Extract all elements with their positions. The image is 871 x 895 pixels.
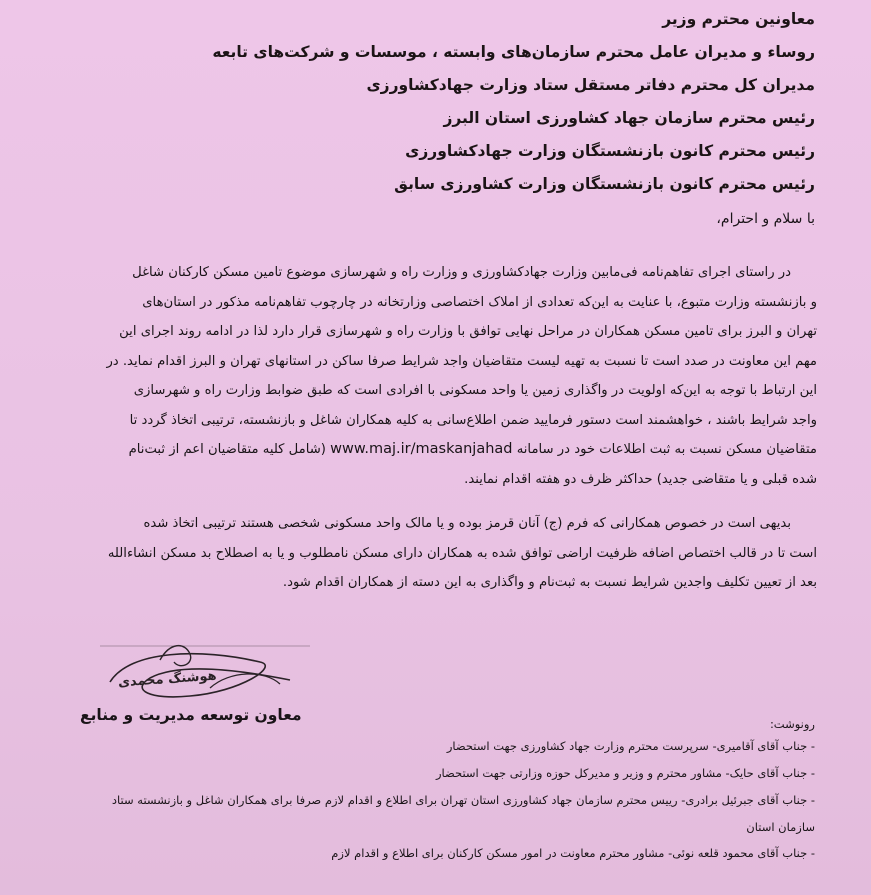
greeting: با سلام و احترام، bbox=[716, 211, 815, 227]
body-line: واجد شرایط باشند ، خواهشمند است دستور فرمایید ضمن اطلاع‌سانی به کلیه همکاران شاغل و بازنشسته، ترتیبی اتخاذ گردد تا bbox=[129, 412, 817, 428]
addressee-line: روساء و مدیران عامل محترم سازمان‌های وابسته ، موسسات و شرکت‌های تابعه bbox=[212, 43, 815, 61]
addressee-line: رئیس محترم کانون بازنشستگان وزارت کشاورزی سابق bbox=[394, 175, 815, 193]
body-line: بدیهی است در خصوص همکارانی که فرم (ج) آنان قرمز بوده و یا مالک واحد مسکونی شخصی هستند ترتیبی اتخاذ شده bbox=[143, 516, 791, 531]
body-line: مهم این معاونت در صدد است تا نسبت به تهیه لیست متقاضیان واجد شرایط صرفا ساکن در استانهای تهران و البرز اقدام نماید. در bbox=[106, 353, 817, 369]
body-paragraph-1 bbox=[62, 258, 817, 494]
cc-item: - جناب آقای آقامیری- سرپرست محترم وزارت جهاد کشاورزی جهت استحضار bbox=[446, 739, 815, 753]
addressee-line: رئیس محترم کانون بازنشستگان وزارت جهادکشاورزی bbox=[405, 142, 815, 160]
signatory-title: معاون توسعه مدیریت و منابع bbox=[80, 706, 302, 724]
cc-label: رونوشت: bbox=[769, 717, 815, 731]
body-line: متقاضیان مسکن نسبت به ثبت اطلاعات خود در سامانه www.maj.ir/maskanjahad (شامل کلیه متقاضیان اعم از ثبت‌نام bbox=[128, 441, 817, 457]
addressee-line: رئیس محترم سازمان جهاد کشاورزی استان البرز bbox=[443, 109, 815, 127]
body-line: این ارتباط با توجه به این‌که اولویت در واگذاری زمین یا واحد مسکونی با افرادی است که طبق ضوابط وزارت راه و شهرسازی bbox=[133, 383, 817, 398]
cc-item: سازمان استان bbox=[746, 820, 815, 834]
cc-item: - جناب آقای جبرئیل برادری- رییس محترم سازمان جهاد کشاورزی استان تهران برای اطلاع و اقدام لازم صرفا برای همکاران شاغل و بازنشسته ستاد bbox=[111, 793, 815, 807]
body-line: شده قبلی و یا متقاضی جدید) حداکثر ظرف دو هفته اقدام نمایند. bbox=[464, 471, 817, 487]
body-line: در راستای اجرای تفاهم‌نامه فی‌مابین وزارت جهادکشاورزی و وزارت راه و شهرسازی موضوع تامین مسکن کارکنان شاغل bbox=[132, 265, 791, 280]
addressee-line: مدیران کل محترم دفاتر مستقل ستاد وزارت جهادکشاورزی bbox=[366, 76, 815, 94]
body-line: بعد از تعیین تکلیف واجدین شرایط نسبت به ثبت‌نام و واگذاری به این دسته از همکاران اقدام شود. bbox=[282, 575, 817, 590]
maskanjahad-url[interactable]: www.maj.ir/maskanjahad bbox=[330, 441, 513, 457]
addressee-line: معاونین محترم وزیر bbox=[662, 10, 815, 28]
cc-item: - جناب آقای حایک- مشاور محترم و وزیر و مدیرکل حوزه وزارتی جهت استحضار bbox=[436, 766, 815, 780]
body-line: و بازنشسته وزارت متبوع، با عنایت به این‌که تعدادی از املاک اختصاصی وزارتخانه در چارچوب تفاهم‌نامه مذکور در استان‌های bbox=[142, 294, 817, 310]
signatory-name: هوشنگ محمدی bbox=[117, 668, 218, 691]
body-line: است تا در قالب اختصاص اضافه ظرفیت اراضی توافق شده به همکاران دارای مسکن نامطلوب و یا به اصطلاح بد مسکن انشاءالله bbox=[107, 545, 817, 561]
body-paragraph-2 bbox=[62, 509, 817, 598]
body-line: تهران و البرز برای تامین مسکن همکاران در مراحل نهایی توافق با وزارت راه و شهرسازی قرار دارد لذا در ادامه روند اجرای این bbox=[119, 324, 817, 339]
cc-item: - جناب آقای محمود قلعه نوئی- مشاور محترم معاونت در امور مسکن کارکنان برای اطلاع و اقدام لازم bbox=[331, 846, 815, 860]
